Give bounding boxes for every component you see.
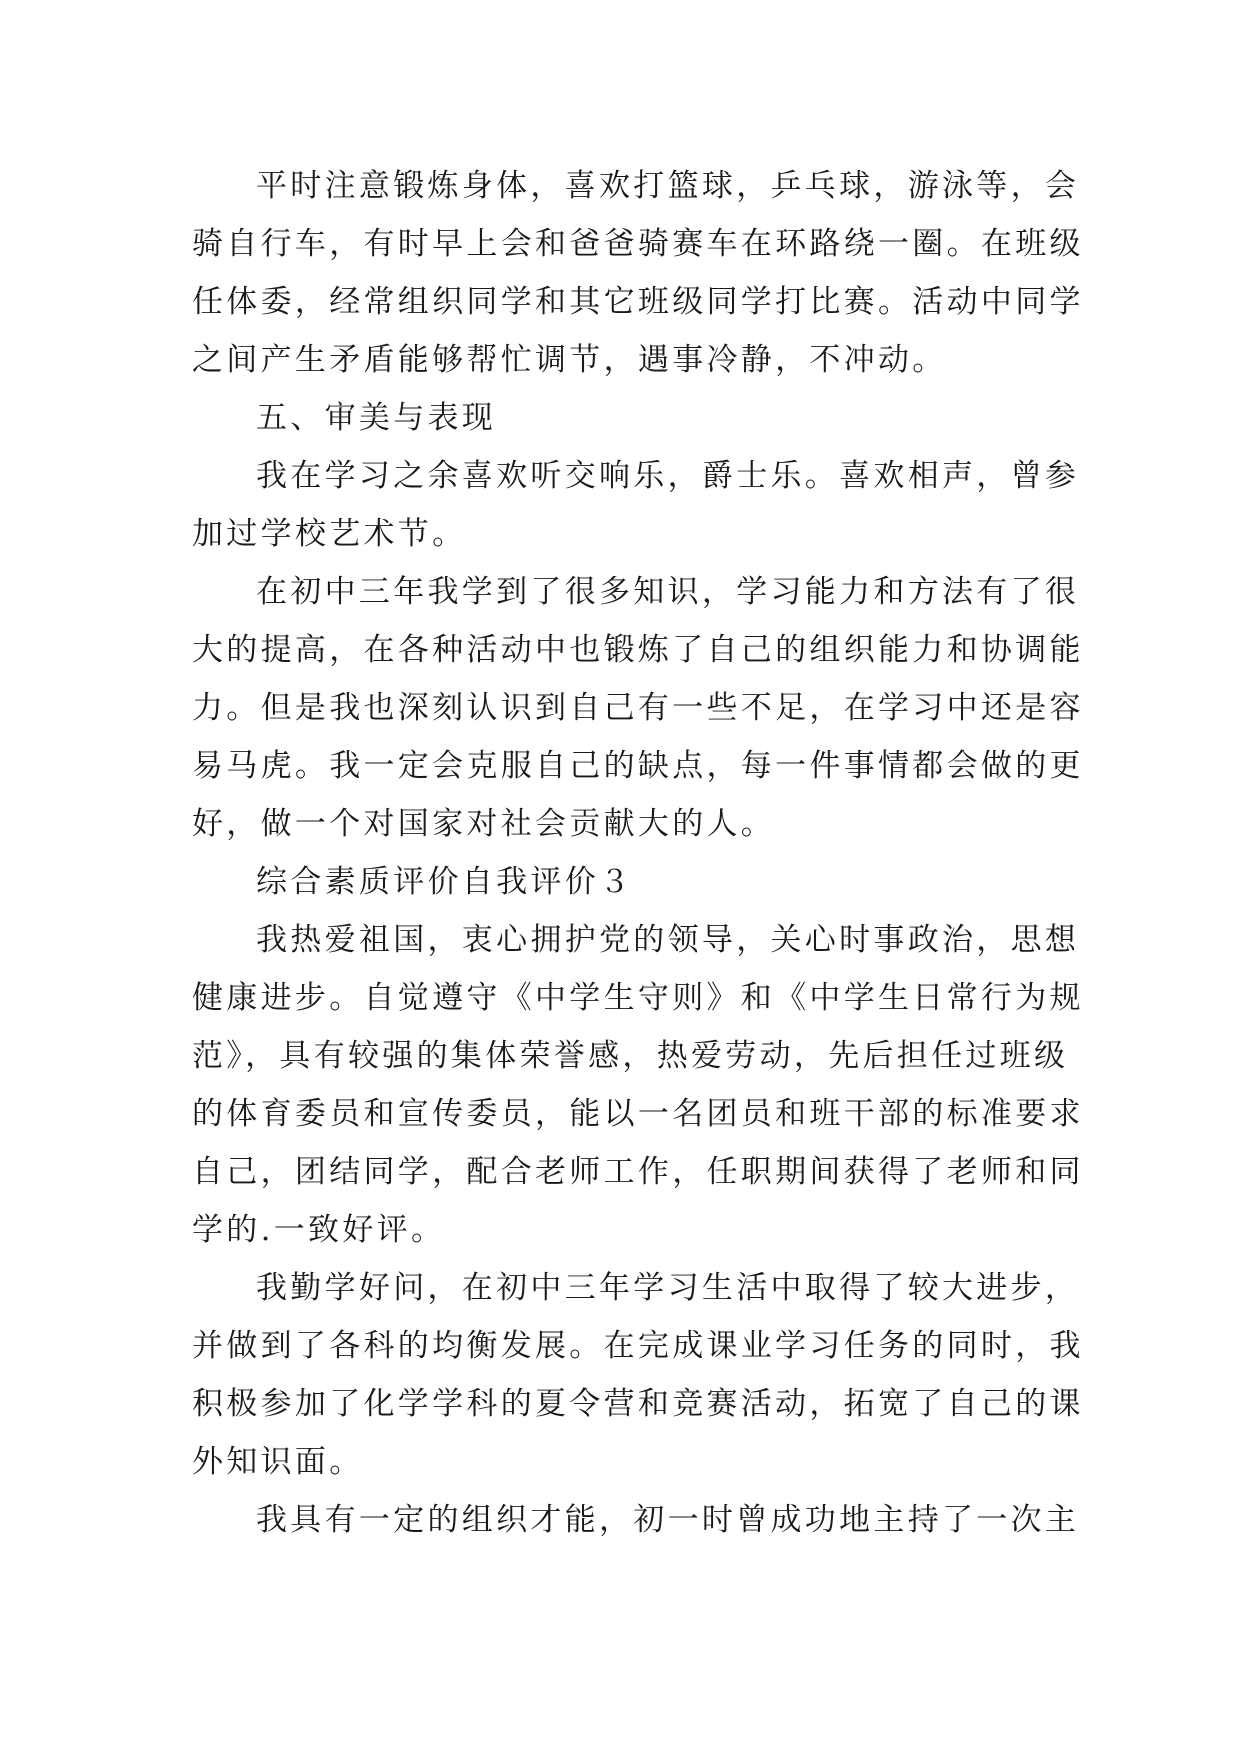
text-line: 骑自行车，有时早上会和爸爸骑赛车在环路绕一圈。在班级	[192, 226, 1084, 262]
text-line: 我勤学好问，在初中三年学习生活中取得了较大进步，	[256, 1270, 1080, 1306]
text-line: 力。但是我也深刻认识到自己有一些不足，在学习中还是容	[192, 690, 1084, 726]
text-line: 任体委，经常组织同学和其它班级同学打比赛。活动中同学	[192, 284, 1084, 320]
section-heading: 综合素质评价自我评价３	[256, 864, 634, 900]
text-line: 我热爱祖国，衷心拥护党的领导，关心时事政治，思想	[256, 922, 1080, 958]
text-line: 在初中三年我学到了很多知识，学习能力和方法有了很	[256, 574, 1080, 610]
text-line: 范》，具有较强的集体荣誉感，热爱劳动，先后担任过班级	[192, 1038, 1069, 1074]
text-line: 之间产生矛盾能够帮忙调节，遇事冷静，不冲动。	[192, 342, 947, 378]
text-line: 并做到了各科的均衡发展。在完成课业学习任务的同时，我	[192, 1328, 1084, 1364]
text-line: 积极参加了化学学科的夏令营和竞赛活动，拓宽了自己的课	[192, 1386, 1084, 1422]
text-line: 自己，团结同学，配合老师工作，任职期间获得了老师和同	[192, 1154, 1084, 1190]
text-line: 易马虎。我一定会克服自己的缺点，每一件事情都会做的更	[192, 748, 1084, 784]
text-line: 外知识面。	[192, 1444, 364, 1480]
text-line: 大的提高，在各种活动中也锻炼了自己的组织能力和协调能	[192, 632, 1084, 668]
text-line: 的体育委员和宣传委员，能以一名团员和班干部的标准要求	[192, 1096, 1084, 1132]
text-line: 健康进步。自觉遵守《中学生守则》和《中学生日常行为规	[192, 980, 1084, 1016]
text-line: 加过学校艺术节。	[192, 516, 467, 552]
text-line: 我具有一定的组织才能，初一时曾成功地主持了一次主	[256, 1502, 1080, 1538]
text-line: 好，做一个对国家对社会贡献大的人。	[192, 806, 776, 842]
text-line: 学的.一致好评。	[192, 1212, 446, 1248]
text-line: 我在学习之余喜欢听交响乐，爵士乐。喜欢相声，曾参	[256, 458, 1080, 494]
text-line: 平时注意锻炼身体，喜欢打篮球，乒乓球，游泳等，会	[256, 168, 1080, 204]
section-heading: 五、审美与表现	[256, 400, 497, 436]
